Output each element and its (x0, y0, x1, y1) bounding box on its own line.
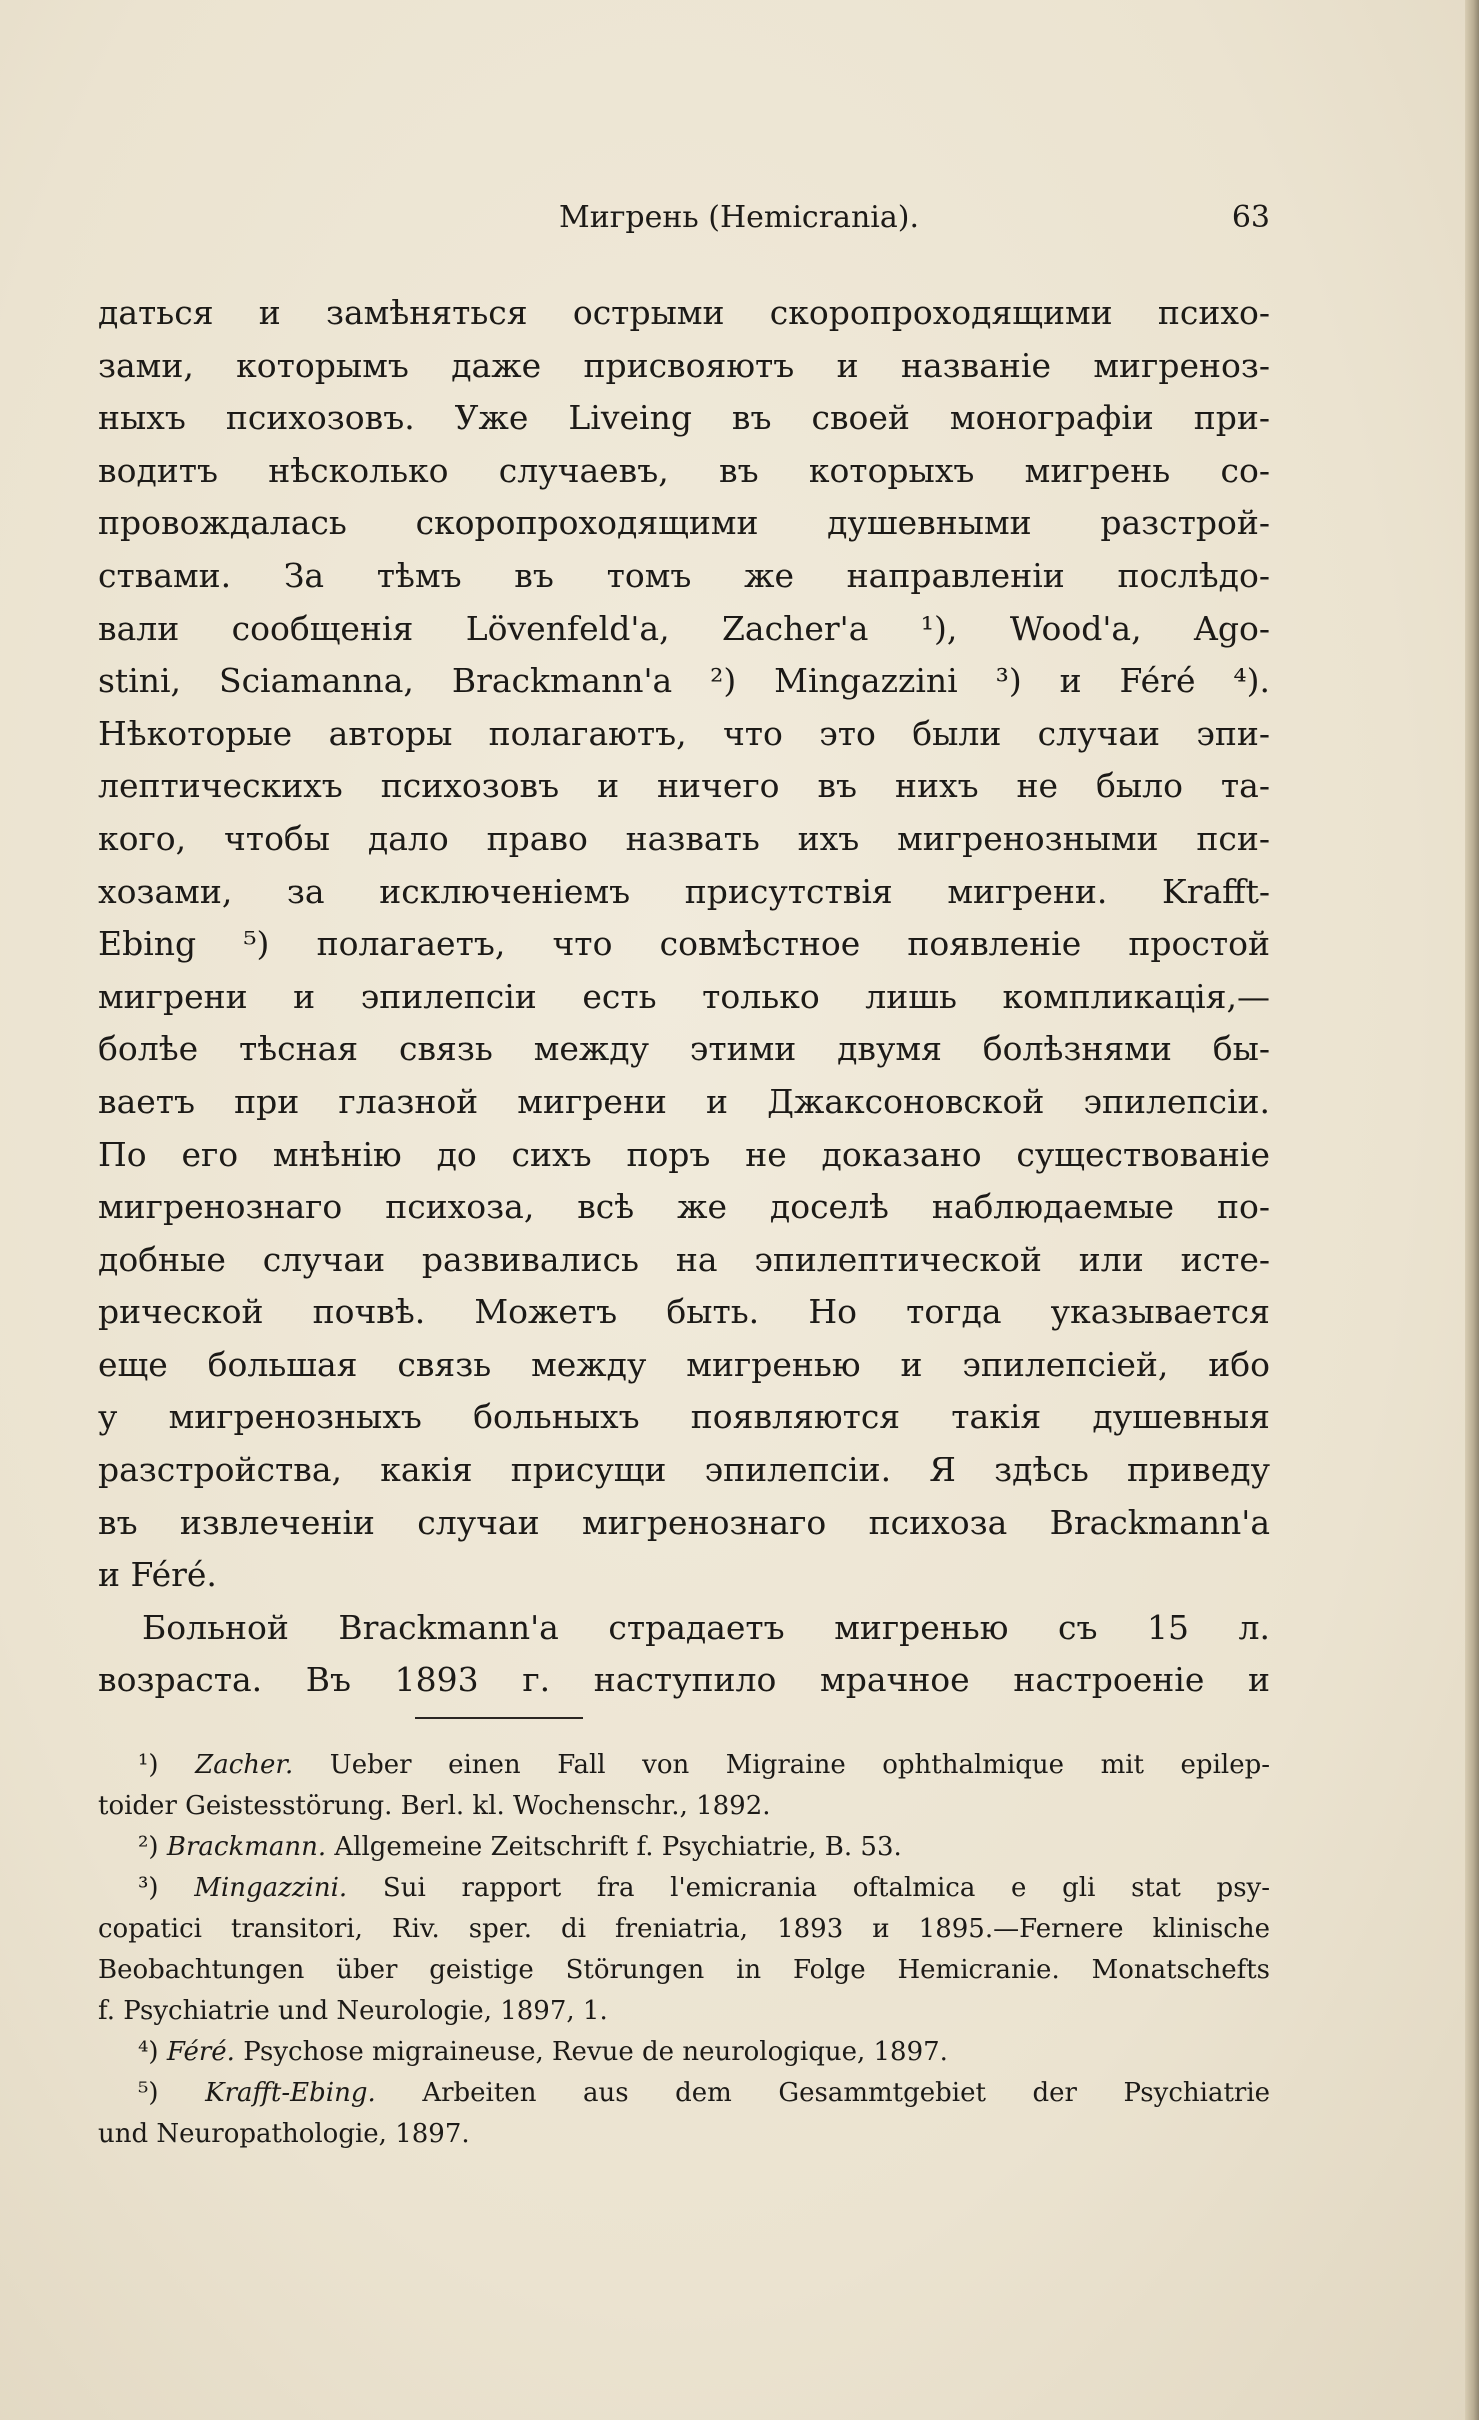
footnote-text: Beobachtungen über geistige Störungen in Folge Hemicranie. Monatschefts (98, 1955, 1270, 1985)
footnote-author: Féré. (166, 2037, 235, 2067)
footnote-marker: ⁴) (138, 2037, 159, 2067)
text-line: По его мнѣнію до сихъ поръ не доказано существованіе (98, 1134, 1270, 1174)
text-line: зами, которымъ даже присвояютъ и названіе мигреноз- (98, 345, 1270, 385)
text-line: болѣе тѣсная связь между этими двумя болѣзнями бы- (98, 1029, 1270, 1069)
footnote-marker: ²) (138, 1832, 159, 1862)
footnote-author: Zacher. (195, 1750, 294, 1780)
text-line: вали сообщенія Lövenfeld'a, Zacher'a ¹), Wood'a, Ago- (98, 608, 1270, 648)
footnote-1 (98, 1745, 1270, 1786)
text-line: добные случаи развивались на эпилептической или исте- (98, 1239, 1270, 1279)
text-line: Нѣкоторые авторы полагаютъ, что это были случаи эпи- (98, 713, 1270, 753)
footnote-text: toider Geistesstörung. Berl. kl. Wochenschr., 1892. (98, 1791, 771, 1821)
footnote-2 (98, 1827, 1270, 1868)
footnote-text: Sui rapport fra l'emicrania oftalmica e gli stat psy- (382, 1873, 1271, 1903)
text-line: разстройства, какія присущи эпилепсіи. Я здѣсь приведу (98, 1450, 1270, 1490)
running-header (98, 200, 1270, 248)
text-line: лептическихъ психозовъ и ничего въ нихъ не было та- (98, 766, 1270, 806)
footnote-marker: ⁵) (138, 2078, 159, 2108)
text-line: возраста. Въ 1893 г. наступило мрачное настроеніе и (98, 1660, 1270, 1700)
text-line: у мигренозныхъ больныхъ появляются такія душевныя (98, 1397, 1270, 1437)
footnote-text: Arbeiten aus dem Gesammtgebiet der Psychiatrie (422, 2078, 1271, 2108)
text-line: даться и замѣняться острыми скоропроходящими психо- (98, 293, 1270, 332)
text-line: провождалась скоропроходящими душевными разстрой- (98, 503, 1270, 543)
text-line: Больной Brackmann'a страдаетъ мигренью съ 15 л. (142, 1607, 1270, 1647)
running-title: Мигрень (Hemicrania). (559, 200, 919, 235)
footnote-text: Psychose migraineuse, Revue de neurologique, 1897. (243, 2037, 948, 2067)
text-line: водитъ нѣсколько случаевъ, въ которыхъ мигрень со- (98, 450, 1270, 490)
footnote-text: Ueber einen Fall von Migraine ophthalmique mit epilep- (329, 1750, 1271, 1780)
footnotes (98, 1745, 1270, 2155)
footnote-4 (98, 2032, 1270, 2073)
text-line: ныхъ психозовъ. Уже Liveing въ своей монографіи при- (98, 398, 1270, 438)
footnote-author: Krafft-Ebing. (205, 2078, 376, 2108)
footnote-5 (98, 2073, 1270, 2114)
footnote-author: Brackmann. (166, 1832, 327, 1862)
text-line: мигрени и эпилепсіи есть только лишь компликація,— (98, 976, 1270, 1016)
footnote-divider (415, 1717, 583, 1719)
main-text (98, 287, 1270, 1707)
text-line: кого, чтобы дало право назвать ихъ мигренозными пси- (98, 818, 1270, 858)
footnote-3 (98, 1868, 1270, 1909)
footnote-marker: ³) (138, 1873, 159, 1903)
text-line: Ebing ⁵) полагаетъ, что совмѣстное появленіе простой (98, 924, 1270, 964)
text-line: еще большая связь между мигренью и эпилепсіей, ибо (98, 1344, 1270, 1384)
text-line: stini, Sciamanna, Brackmann'a ²) Mingazzini ³) и Féré ⁴). (98, 661, 1270, 701)
footnote-text: copatici transitori, Riv. sper. di freniatria, 1893 и 1895.—Fernere klinische (98, 1914, 1270, 1944)
text-line: въ извлеченіи случаи мигренознаго психоза Brackmann'a (98, 1502, 1270, 1542)
text-line: ваетъ при глазной мигрени и Джаксоновской эпилепсіи. (98, 1081, 1270, 1121)
footnote-text: und Neuropathologie, 1897. (98, 2119, 470, 2149)
footnote-author: Mingazzini. (194, 1873, 348, 1903)
footnote-text: Allgemeine Zeitschrift f. Psychiatrie, B. 53. (334, 1832, 902, 1862)
text-line: хозами, за исключеніемъ присутствія мигрени. Krafft- (98, 871, 1270, 911)
footnote-marker: ¹) (138, 1750, 159, 1780)
text-line: мигренознаго психоза, всѣ же доселѣ наблюдаемые по- (98, 1187, 1270, 1227)
text-line: ствами. За тѣмъ въ томъ же направленіи послѣдо- (98, 555, 1270, 595)
text-line: и Féré. (98, 1555, 217, 1595)
text-line: рической почвѣ. Можетъ быть. Но тогда указывается (98, 1292, 1270, 1332)
page-number: 63 (1231, 200, 1270, 235)
footnote-text: f. Psychiatrie und Neurologie, 1897, 1. (98, 1996, 608, 2026)
